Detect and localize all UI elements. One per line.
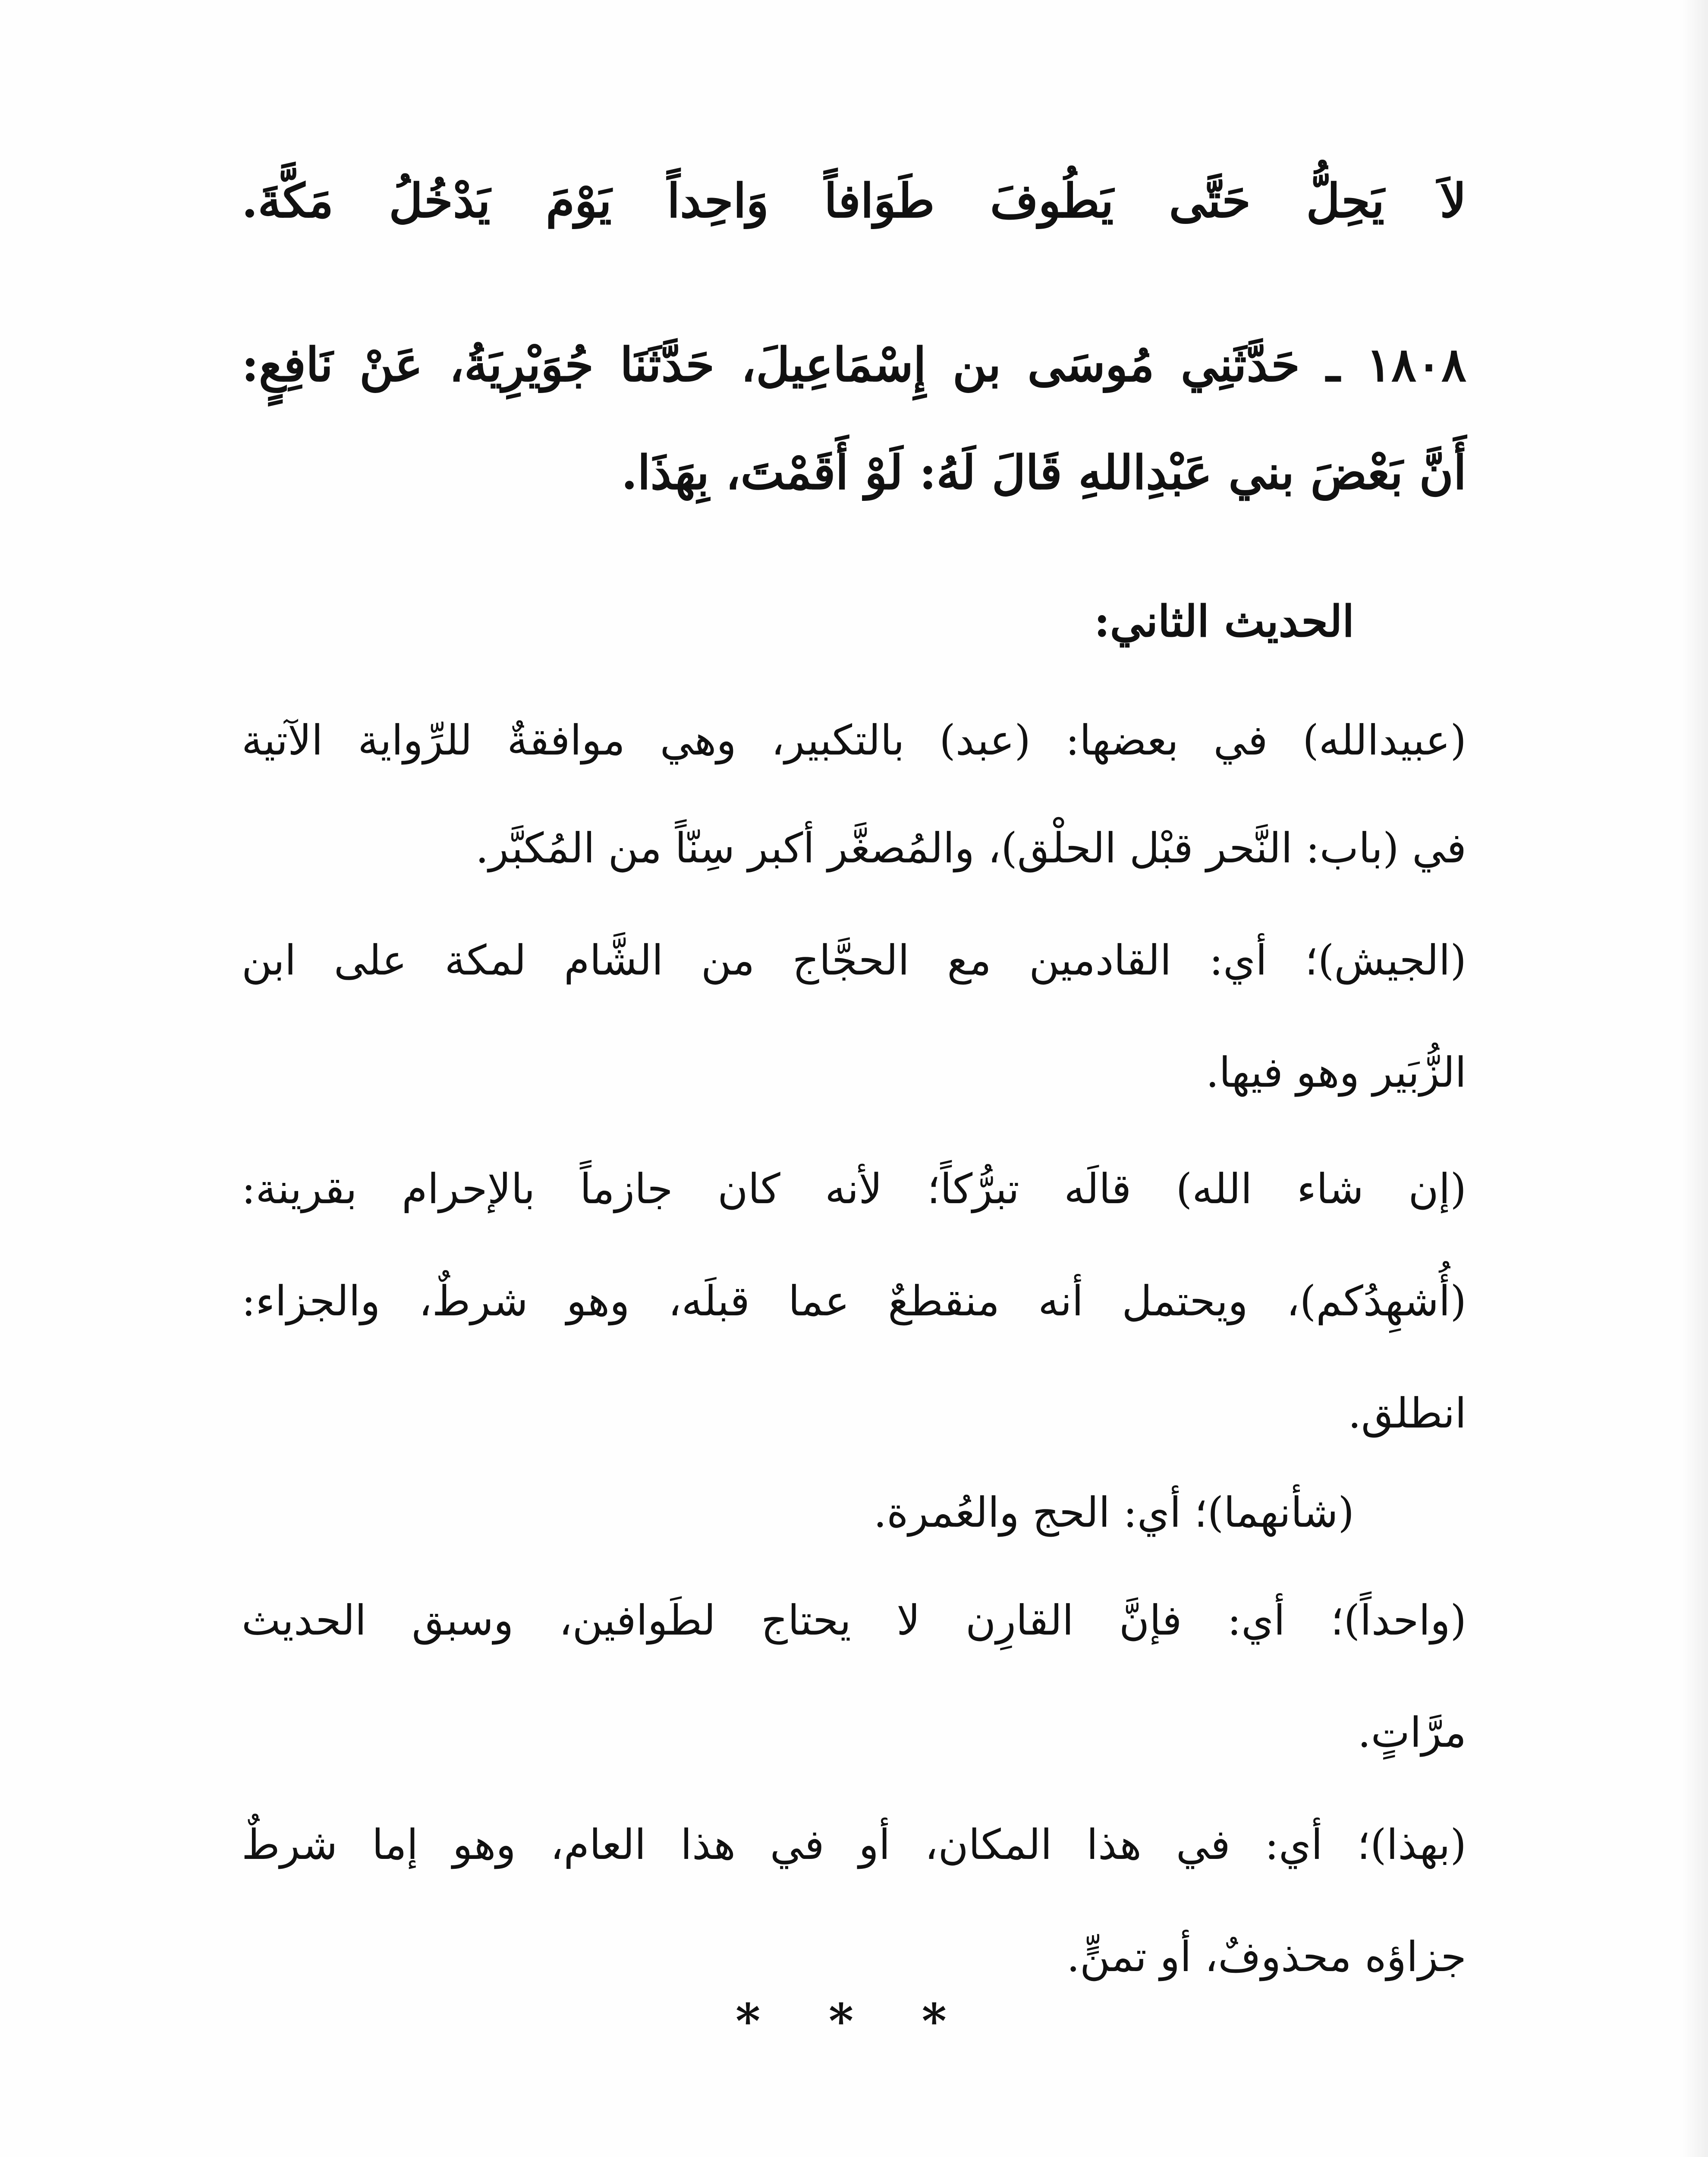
page-edge-shadow: [1682, 0, 1708, 2157]
commentary-line: (بهذا)؛ أي: في هذا المكان، أو في هذا العام، وهو إما شرطٌ: [242, 1821, 1466, 1869]
section-separator: * * *: [735, 1993, 973, 2049]
commentary-line: مرَّاتٍ.: [1358, 1708, 1466, 1757]
hadith-1808-line-1: ١٨٠٨ ـ حَدَّثَنِي مُوسَى بن إِسْمَاعِيلَ، حَدَّثَنَا جُوَيْرِيَةُ، عَنْ نَافِعٍ:: [242, 338, 1466, 392]
section-heading: الحديث الثاني:: [1094, 596, 1354, 647]
hadith-1808-line-2: أَنَّ بَعْضَ بني عَبْدِاللهِ قَالَ لَهُ: لَوْ أَقَمْتَ، بِهَذَا.: [621, 446, 1466, 500]
commentary-line: (الجيش)؛ أي: القادمين مع الحجَّاج من الشَّام لمكة على ابن: [242, 936, 1466, 984]
commentary-line: جزاؤه محذوفٌ، أو تمنٍّ.: [1066, 1933, 1466, 1981]
commentary-line: (عبيدالله) في بعضها: (عبد) بالتكبير، وهي موافقةٌ للرِّواية الآتية: [242, 716, 1466, 764]
commentary-line: الزُّبَير وهو فيها.: [1205, 1048, 1466, 1097]
commentary-line: في (باب: النَّحر قبْل الحلْق)، والمُصغَّر أكبر سِنّاً من المُكبَّر.: [475, 824, 1466, 872]
commentary-line: (واحداً)؛ أي: فإنَّ القارِن لا يحتاج لطَوافين، وسبق الحديث: [242, 1596, 1466, 1644]
commentary-line: (أُشهِدُكم)، ويحتمل أنه منقطعٌ عما قبلَه، وهو شرطٌ، والجزاء:: [242, 1277, 1466, 1325]
commentary-line: (إن شاء الله) قالَه تبرُّكاً؛ لأنه كان جازماً بالإحرام بقرينة:: [242, 1165, 1467, 1213]
hadith-text-line: لاَ يَحِلُّ حَتَّى يَطُوفَ طَوَافاً وَاحِداً يَوْمَ يَدْخُلُ مَكَّةَ.: [242, 174, 1466, 228]
commentary-line: (شأنهما)؛ أي: الحج والعُمرة.: [873, 1488, 1354, 1537]
commentary-line: انطلق.: [1348, 1389, 1466, 1437]
